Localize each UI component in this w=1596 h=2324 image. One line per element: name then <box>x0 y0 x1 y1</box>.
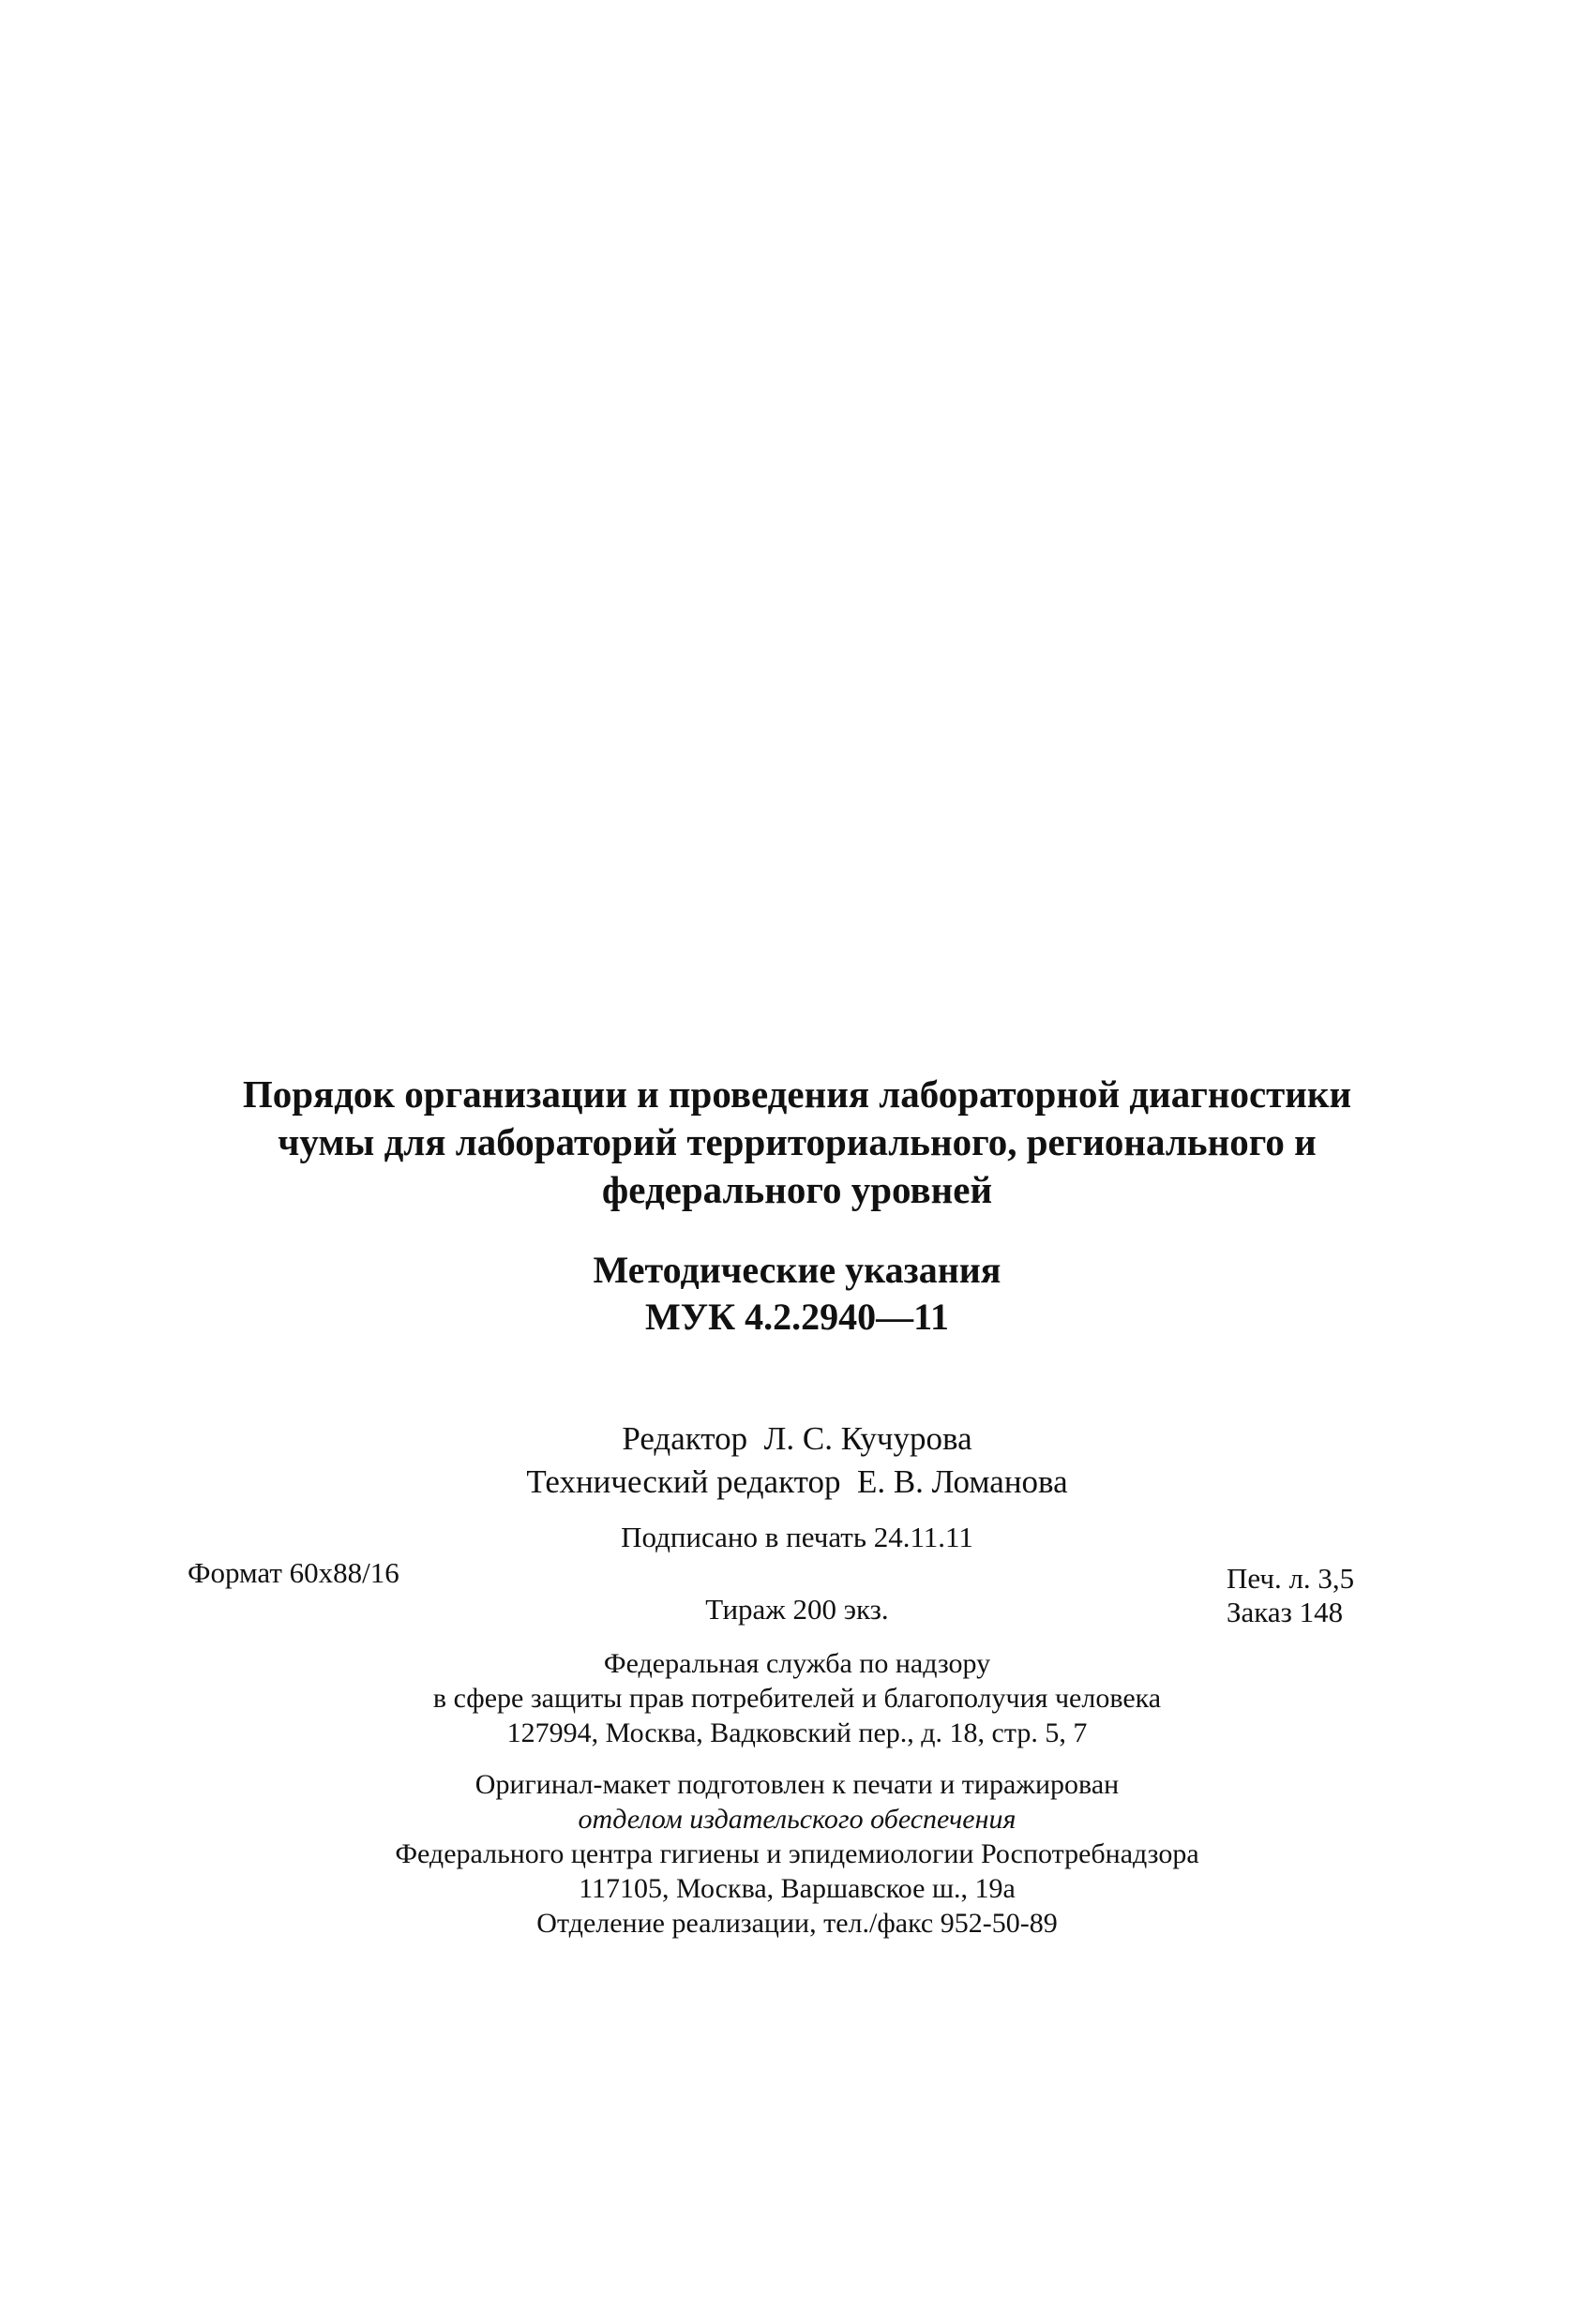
sales-contact: Отделение реализации, тел./факс 952-50-89 <box>536 1908 1058 1939</box>
circulation: Тираж 200 экз. <box>705 1593 889 1626</box>
publisher-address: 117105, Москва, Варшавское ш., 19а <box>579 1873 1016 1904</box>
document-title <box>188 1071 1407 1214</box>
publisher-line-3: Федерального центра гигиены и эпидемиологии Роспотребнадзора <box>395 1838 1199 1869</box>
tech-editor-credit: Технический редактор Е. В. Ломанова <box>526 1463 1068 1500</box>
publisher-line-1: Оригинал-макет подготовлен к печати и тиражирован <box>474 1769 1120 1800</box>
print-sheets: Печ. л. 3,5 <box>1227 1562 1355 1595</box>
editors-block <box>375 1417 1219 1504</box>
agency-address: 127994, Москва, Вадковский пер., д. 18, стр. 5, 7 <box>506 1717 1088 1748</box>
subtitle-line-2: МУК 4.2.2940—11 <box>645 1296 949 1338</box>
title-line-1: Порядок организации и проведения лабораторной диагностики <box>242 1072 1352 1116</box>
editor-credit: Редактор Л. С. Кучурова <box>622 1420 972 1457</box>
title-line-3: федерального уровней <box>601 1168 993 1211</box>
agency-line-1: Федеральная служба по надзору <box>603 1648 991 1679</box>
order-number: Заказ 148 <box>1227 1596 1344 1628</box>
agency-line-2: в сфере защиты прав потребителей и благополучия человека <box>432 1683 1162 1714</box>
publisher-block <box>281 1767 1313 1941</box>
document-subtitle <box>375 1247 1219 1341</box>
publisher-line-2: отделом издательского обеспечения <box>578 1804 1016 1835</box>
agency-block <box>281 1646 1313 1750</box>
signed-for-print: Подписано в печать 24.11.11 <box>621 1521 973 1553</box>
title-line-2: чумы для лабораторий территориального, регионального и <box>278 1120 1317 1163</box>
paper-format: Формат 60х88/16 <box>188 1556 399 1589</box>
subtitle-line-1: Методические указания <box>593 1249 1001 1291</box>
